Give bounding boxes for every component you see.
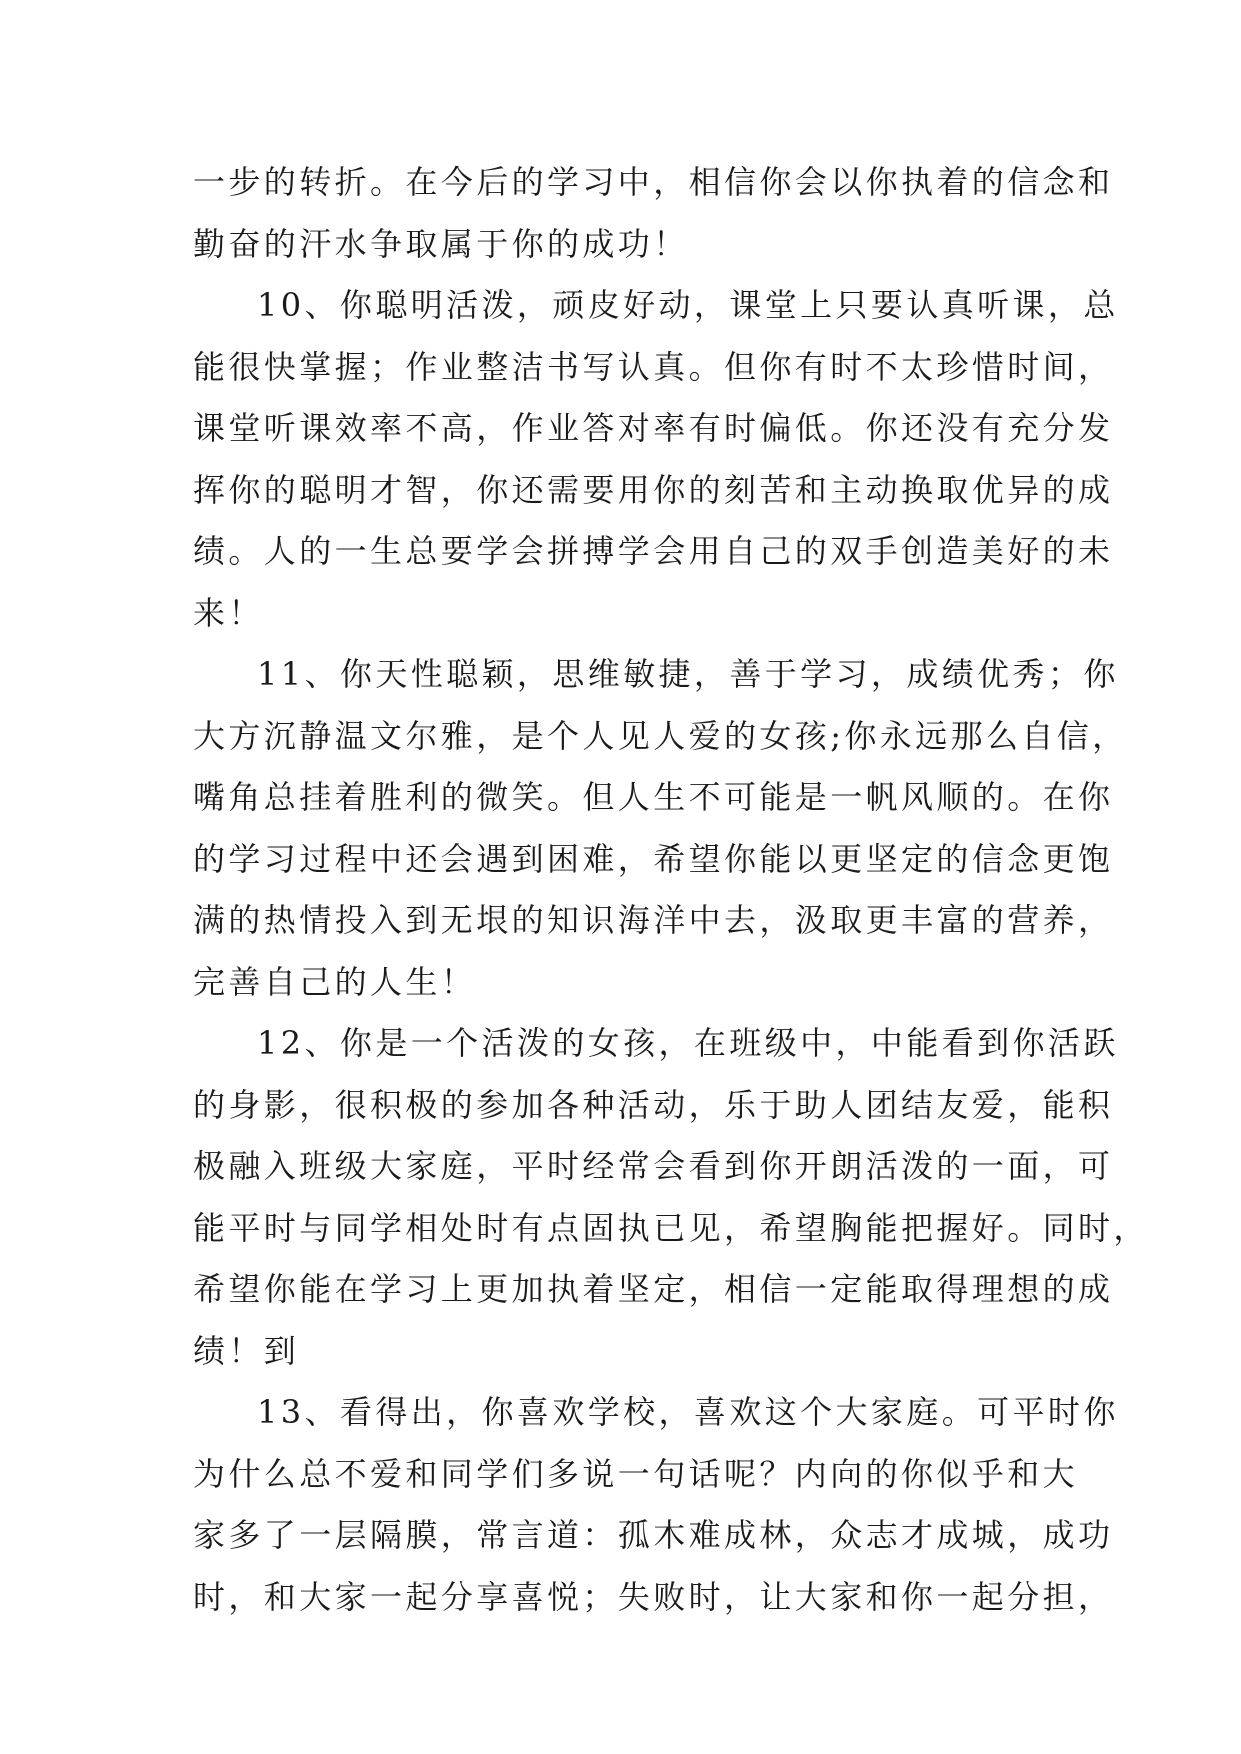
text-line: 的身影，很积极的参加各种活动，乐于助人团结友爱，能积	[193, 1085, 1114, 1124]
text-line: 课堂听课效率不高，作业答对率有时偏低。你还没有充分发	[193, 409, 1114, 447]
paragraph-start-13: 13、看得出，你喜欢学校，喜欢这个大家庭。可平时你	[257, 1393, 1119, 1431]
paragraph-start-10: 10、你聪明活泼，顽皮好动，课堂上只要认真听课，总	[257, 286, 1119, 324]
text-line: 绩。人的一生总要学会拼搏学会用自己的双手创造美好的未	[193, 532, 1114, 570]
document-body	[193, 152, 1149, 1628]
text-line: 完善自己的人生！	[193, 962, 477, 1001]
text-line: 来！	[193, 593, 264, 632]
paragraph-start-12: 12、你是一个活泼的女孩，在班级中，中能看到你活跃	[257, 1024, 1119, 1062]
text-line: 一步的转折。在今后的学习中，相信你会以你执着的信念和	[193, 163, 1114, 201]
text-line: 嘴角总挂着胜利的微笑。但人生不可能是一帆风顺的。在你	[193, 778, 1114, 816]
text-line: 能很快掌握；作业整洁书写认真。但你有时不太珍惜时间，	[193, 347, 1114, 386]
text-line: 大方沉静温文尔雅，是个人见人爱的女孩;你永远那么自信，	[193, 716, 1128, 755]
text-line: 为什么总不爱和同学们多说一句话呢？内向的你似乎和大	[193, 1454, 1079, 1493]
text-line: 的学习过程中还会遇到困难，希望你能以更坚定的信念更饱	[193, 839, 1114, 878]
text-line: 家多了一层隔膜，常言道：孤木难成林，众志才成城，成功	[193, 1516, 1114, 1554]
text-line: 能平时与同学相处时有点固执已见，希望胸能把握好。同时，	[193, 1208, 1149, 1247]
text-line: 挥你的聪明才智，你还需要用你的刻苦和主动换取优异的成	[193, 470, 1114, 509]
text-line: 绩！到	[193, 1331, 300, 1370]
text-line: 希望你能在学习上更加执着坚定，相信一定能取得理想的成	[193, 1270, 1114, 1308]
text-line: 勤奋的汗水争取属于你的成功！	[193, 224, 689, 263]
text-line: 时，和大家一起分享喜悦；失败时，让大家和你一起分担，	[193, 1577, 1114, 1616]
paragraph-start-11: 11、你天性聪颖，思维敏捷，善于学习，成绩优秀；你	[257, 655, 1119, 693]
text-line: 满的热情投入到无垠的知识海洋中去，汲取更丰富的营养，	[193, 901, 1114, 939]
text-line: 极融入班级大家庭，平时经常会看到你开朗活泼的一面，可	[193, 1147, 1114, 1185]
